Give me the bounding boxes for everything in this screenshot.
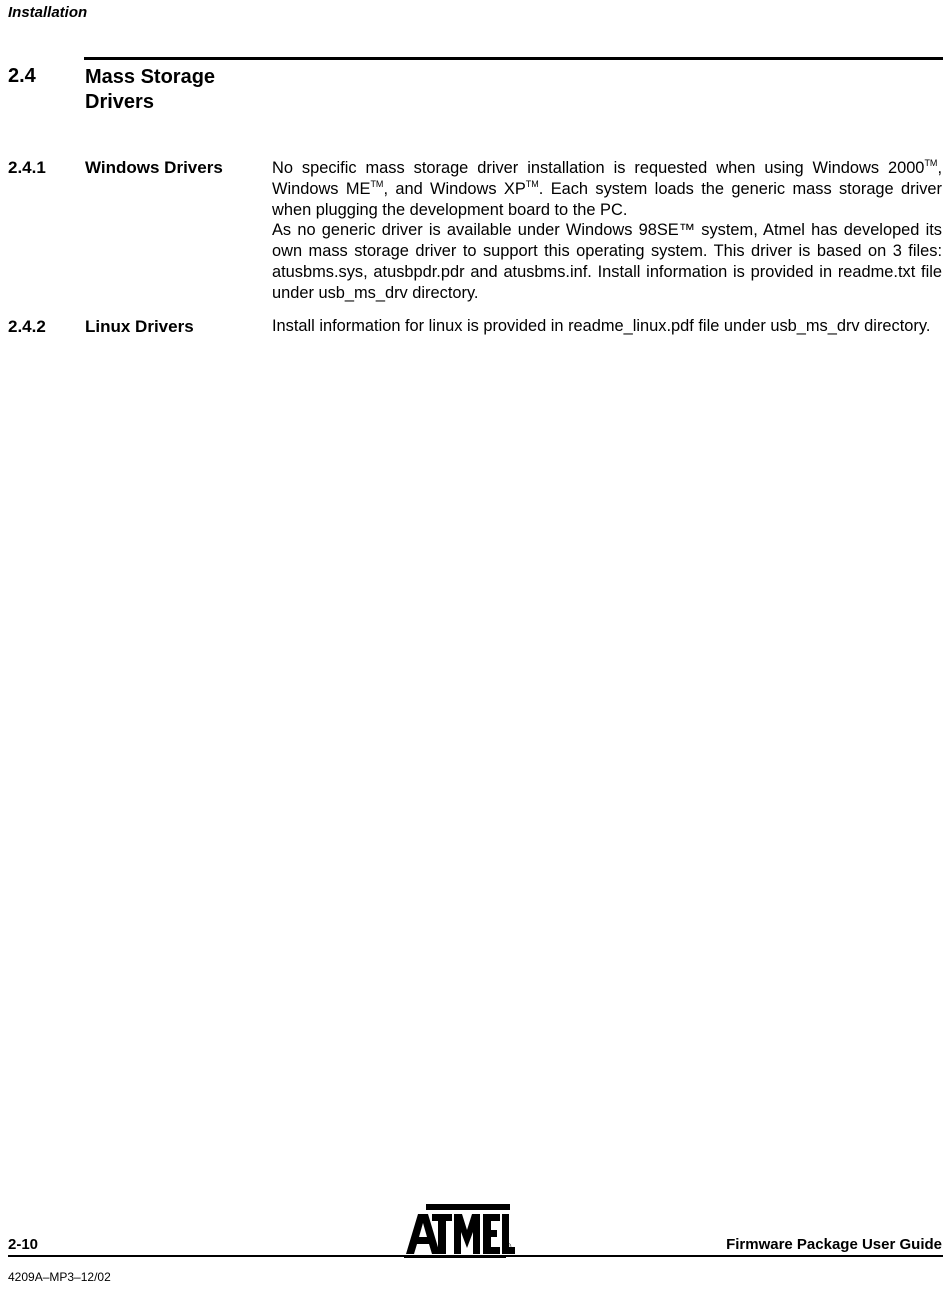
page-number: 2-10 xyxy=(8,1236,39,1253)
guide-title: Firmware Package User Guide xyxy=(726,1236,942,1253)
section-title-line1: Mass Storage xyxy=(85,66,216,88)
running-header: Installation xyxy=(8,4,88,21)
document-code: 4209A–MP3–12/02 xyxy=(8,1270,111,1284)
windows-drivers-paragraph-2: As no generic driver is available under Windows 98SE™ system, Atmel has developed its own mass storage driver to support this operating system. This driver is based on 3 files: atusbms.sys, atusbpdr.pdr and atusbms.inf. Install information is provided in readme.txt file under usb_ms_drv directory. xyxy=(272,221,942,302)
section-title-line2: Drivers xyxy=(85,91,154,113)
subsection-title-windows: Windows Drivers xyxy=(85,158,223,177)
section-rule xyxy=(84,57,943,60)
windows-drivers-paragraph-1: No specific mass storage driver installation is requested when using Windows 2000™, Windows ME™, and Windows XP™. Each system loads the generic mass storage driver when plugging the development board to the PC. xyxy=(272,158,943,219)
registered-mark: ® xyxy=(504,1242,512,1253)
atmel-logo xyxy=(404,1202,516,1258)
subsection-number-linux: 2.4.2 xyxy=(8,317,46,336)
section-title xyxy=(85,65,265,115)
linux-drivers-paragraph: Install information for linux is provided in readme_linux.pdf file under usb_ms_drv directory. xyxy=(272,317,931,335)
section-number: 2.4 xyxy=(8,65,36,87)
linux-drivers-body xyxy=(272,316,942,337)
subsection-number-windows: 2.4.1 xyxy=(8,158,46,177)
windows-drivers-body xyxy=(272,158,942,304)
subsection-title-linux: Linux Drivers xyxy=(85,317,194,336)
